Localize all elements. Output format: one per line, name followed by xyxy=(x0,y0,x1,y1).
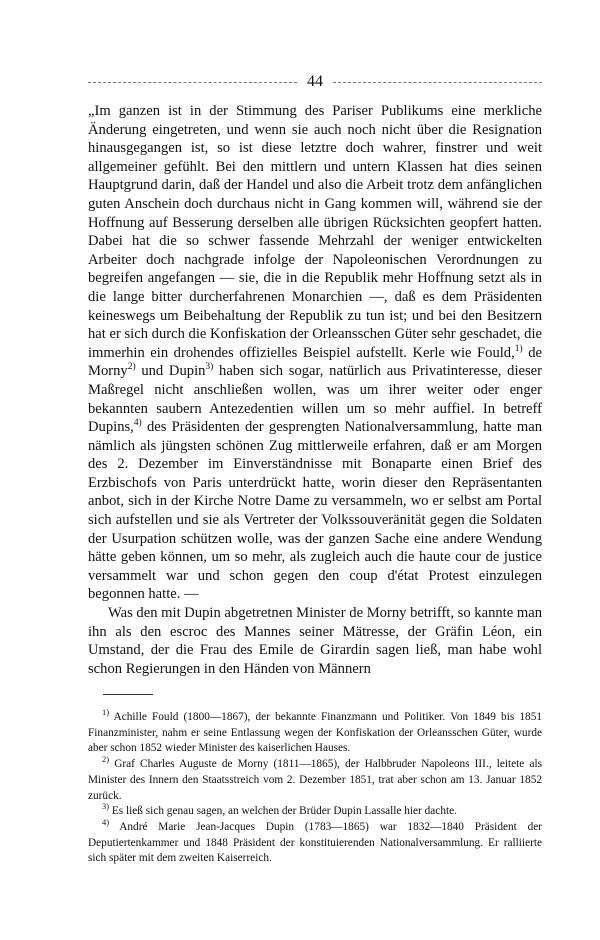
footnote-2 xyxy=(88,754,543,804)
footnote-ref-1: 1) xyxy=(514,343,523,354)
footnote-text: Graf Charles Auguste de Morny (1811—1865), der Halbbruder Napoleons III., leitete als Minister des Innern den Staatsstreich vom 2. Dezember 1851, trat aber schon am 13. Januar 1852 zurück. xyxy=(88,758,543,802)
header-rule-right xyxy=(333,82,542,83)
footnote-mark: 2) xyxy=(102,754,110,765)
footnote-text: André Marie Jean-Jacques Dupin (1783—1865) war 1832—1840 Präsident der Deputiertenkammer und 1848 Präsident der konstituierenden Nationalversammlung. Er ralliierte sich später mit dem zweiten Kaiserreich. xyxy=(88,820,542,865)
footnote-text: Achille Fould (1800—1867), der bekannte Finanzmann und Politiker. Von 1849 bis 1851 Finanzminister, nahm er seine Entlassung wegen der Konfiskation der Orleansschen Güter, wurde aber schon 1852 wieder Minister des kaiserlichen Hauses. xyxy=(88,711,542,755)
running-header xyxy=(88,72,542,92)
text-segment: und Dupin xyxy=(135,363,206,380)
text-segment: de Morny xyxy=(88,344,542,380)
text-segment: des Präsidenten der gesprengten Nationalversammlung, hatte man nämlich als jüngsten schönen Zug mittlerweile erfahren, daß er am Morgen des 2. Dezember im Einverständnisse mit Bonaparte einen Brief des Erzbischofs von Paris unterdrückt hatte, worin dieser den Repräsentanten anbot, sich in der Kirche Notre Dame zu versammeln, wo er selbst am Portal sich aufstellen und sie als Vertreter der Volkssouveränität gegen die Soldaten der Usurpation schützen wolle, was der ganzen Sache eine andere Wendung hätte geben können, um so mehr, als zugleich auch die haute cour de justice versammelt war und schon gegen den coup d'état Protest einzulegen begonnen hatte. — xyxy=(88,419,542,603)
footnote-text: Es ließ sich genau sagen, an welchen der Brüder Dupin Lassalle hier dachte. xyxy=(111,805,457,818)
text-segment: „Im ganzen ist in der Stimmung des Pariser Publikums eine merkliche Änderung eingetreten, und wenn sie auch noch nicht über die Resignation hinausgegangen ist, so ist diese letztre doch wahrer, finstrer und weit allgemeiner gefühlt. Bei den mittlern und untern Klassen hat dies seinen Hauptgrund darin, daß der Handel und also die Arbeit trotz dem anfänglichen guten Anschein doch durchaus nicht in Gang kommen will, während sie der Hoffnung auf Besserung derselben alle übrigen Rücksichten geopfert hatten. Dabei hat die so schwer fassende Mehrzahl der weniger entwickelten Arbeiter doch nachgrade infolge der Napoleonischen Verordnungen zu begreifen angefangen — sie, die in die Republik mehr Hoffnung setzt als in die lange bitter durcherfahrenen Monarchien —, daß es dem Präsidenten keineswegs um Beibehaltung der Republik zu tun ist; und bei den Besitzern hat er sich durch die Konfiskation der Orleansschen Güter sehr geschadet, die immerhin ein drohendes offizielles Beispiel aufstellt. Kerle wie Fould, xyxy=(88,103,542,361)
footnote-divider xyxy=(103,694,153,695)
footnotes xyxy=(88,707,543,867)
paragraph-morny: Was den mit Dupin abgetretnen Minister de Morny betrifft, so kannte man ihn als den escroc des Mannes seiner Mätresse, der Gräfin Léon, ein Umstand, der die Frau des Emile de Girardin sagen ließ, man habe wohl schon Regierungen in den Händen von Männern xyxy=(88,605,542,677)
footnote-ref-3: 3) xyxy=(205,362,214,373)
footnote-mark: 4) xyxy=(102,817,110,828)
paragraph-quote xyxy=(88,102,542,604)
footnote-4 xyxy=(88,817,542,867)
footnote-1 xyxy=(88,707,542,757)
footnote-3 xyxy=(88,801,542,820)
footnote-ref-2: 2) xyxy=(127,362,136,373)
footnote-ref-4: 4) xyxy=(133,418,142,429)
page-number: 44 xyxy=(307,73,323,90)
main-text xyxy=(88,102,542,678)
header-rule-left xyxy=(88,82,297,83)
footnote-mark: 3) xyxy=(102,801,110,812)
text-segment: haben sich sogar, natürlich aus Privatinteresse, dieser Maßregel nicht anschließen wollen, was um ihrer weiter oder enger bekannten saubern Antezedentien willen um so mehr auffiel. In betreff Dupins, xyxy=(88,363,542,436)
footnote-mark: 1) xyxy=(102,707,110,718)
